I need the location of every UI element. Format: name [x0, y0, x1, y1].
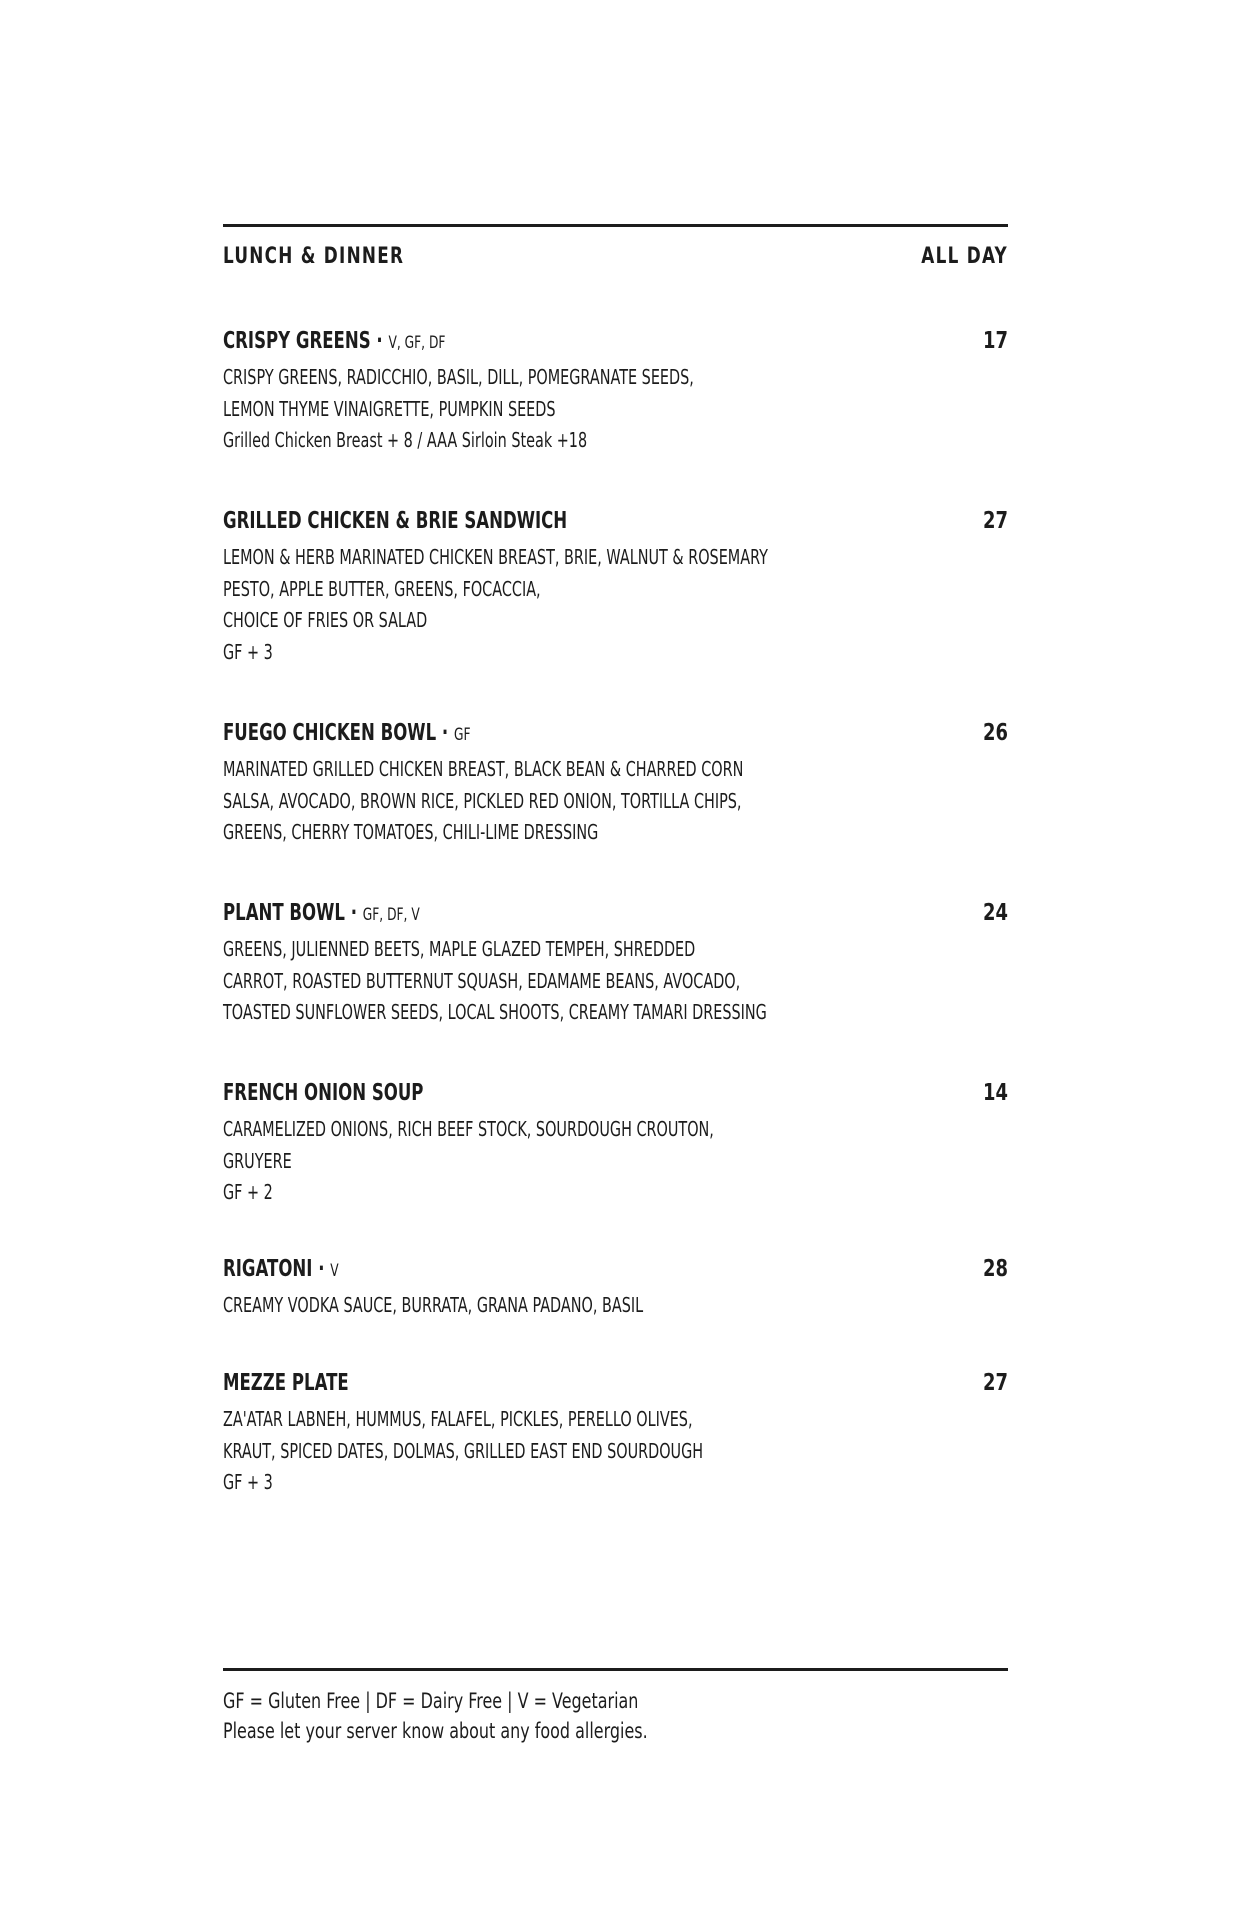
item-tags: V, GF, DF — [388, 333, 446, 353]
item-tags: V — [330, 1261, 339, 1281]
menu-item-grilled-chicken-brie-sandwich — [223, 508, 1008, 668]
item-price: 28 — [983, 1256, 1008, 1282]
item-price: 17 — [983, 328, 1008, 354]
menu-page — [223, 0, 1008, 1920]
item-price: 24 — [983, 900, 1008, 926]
item-description-line: CRISPY GREENS, RADICCHIO, BASIL, DILL, POMEGRANATE SEEDS, — [223, 365, 694, 389]
menu-header — [223, 244, 1008, 269]
item-description-line: LEMON THYME VINAIGRETTE, PUMPKIN SEEDS — [223, 396, 556, 421]
menu-item-rigatoni: RIGATONI · V 28 CREAMY VODKA SAUCE, BURRATA, GRANA PADANO, BASIL — [223, 1256, 1008, 1322]
item-description-line: CARROT, ROASTED BUTTERNUT SQUASH, EDAMAME BEANS, AVOCADO, — [223, 968, 741, 993]
allergy-note: Please let your server know about any food allergies. — [223, 1719, 648, 1743]
item-description-line: TOASTED SUNFLOWER SEEDS, LOCAL SHOOTS, CREAMY TAMARI DRESSING — [223, 1000, 767, 1024]
menu-item-french-onion-soup — [223, 1080, 1008, 1209]
item-description-line: LEMON & HERB MARINATED CHICKEN BREAST, BRIE, WALNUT & ROSEMARY — [223, 545, 768, 569]
item-name: GRILLED CHICKEN & BRIE SANDWICH — [223, 508, 568, 534]
item-description-line: GRUYERE — [223, 1148, 292, 1173]
menu-item-plant-bowl: PLANT BOWL · GF, DF, V 24 GREENS, JULIENNED BEETS, MAPLE GLAZED TEMPEH, SHREDDED CARROT, ROASTED BUTTERNUT SQUASH, EDAMAME BEANS, AVOCADO, TOASTED SUNFLOWER SEEDS, LOCAL SHOOTS, CREAMY TAMARI DRESSING — [223, 900, 1008, 1029]
item-price: 27 — [983, 508, 1008, 534]
item-name: FUEGO CHICKEN BOWL — [223, 720, 437, 746]
menu-item-mezze-plate — [223, 1370, 1008, 1499]
item-addon-line: GF + 3 — [223, 1470, 273, 1494]
menu-item-crispy-greens: CRISPY GREENS · V, GF, DF 17 CRISPY GREENS, RADICCHIO, BASIL, DILL, POMEGRANATE SEEDS, LEMON THYME VINAIGRETTE, PUMPKIN SEEDS Grilled Chicken Breast + 8 / AAA Sirloin Steak +18 — [223, 328, 1008, 457]
item-description-line: PESTO, APPLE BUTTER, GREENS, FOCACCIA, — [223, 576, 541, 601]
item-price: 14 — [983, 1080, 1008, 1106]
item-description-line: SALSA, AVOCADO, BROWN RICE, PICKLED RED ONION, TORTILLA CHIPS, — [223, 788, 742, 813]
item-addon-line: Grilled Chicken Breast + 8 / AAA Sirloin Steak +18 — [223, 428, 588, 452]
item-description-line: GREENS, CHERRY TOMATOES, CHILI-LIME DRESSING — [223, 820, 599, 844]
item-description-line: CHOICE OF FRIES OR SALAD — [223, 608, 428, 632]
item-name: FRENCH ONION SOUP — [223, 1080, 424, 1106]
item-name: PLANT BOWL — [223, 900, 345, 926]
top-divider — [223, 224, 1008, 227]
item-tags: GF, DF, V — [362, 905, 420, 925]
item-name: RIGATONI — [223, 1256, 313, 1282]
item-price: 26 — [983, 720, 1008, 746]
item-addon-line: GF + 3 — [223, 639, 273, 664]
availability-label: ALL DAY — [921, 244, 1008, 269]
item-price: 27 — [983, 1370, 1008, 1396]
item-name: MEZZE PLATE — [223, 1370, 349, 1396]
menu-item-fuego-chicken-bowl: FUEGO CHICKEN BOWL · GF 26 MARINATED GRILLED CHICKEN BREAST, BLACK BEAN & CHARRED CORN SALSA, AVOCADO, BROWN RICE, PICKLED RED ONION, TORTILLA CHIPS, GREENS, CHERRY TOMATOES, CHILI-LIME DRESSING — [223, 720, 1008, 849]
item-addon-line: GF + 2 — [223, 1180, 273, 1204]
menu-footer — [223, 1686, 1008, 1746]
item-description-line: KRAUT, SPICED DATES, DOLMAS, GRILLED EAST END SOURDOUGH — [223, 1438, 704, 1463]
section-title: LUNCH & DINNER — [223, 244, 405, 269]
item-description-line: MARINATED GRILLED CHICKEN BREAST, BLACK BEAN & CHARRED CORN — [223, 757, 744, 781]
item-name: CRISPY GREENS — [223, 328, 371, 354]
item-tags: GF — [453, 725, 471, 745]
item-description-line: ZA'ATAR LABNEH, HUMMUS, FALAFEL, PICKLES, PERELLO OLIVES, — [223, 1407, 693, 1431]
item-description-line: GREENS, JULIENNED BEETS, MAPLE GLAZED TEMPEH, SHREDDED — [223, 937, 696, 961]
bottom-divider — [223, 1668, 1008, 1671]
item-description-line: CREAMY VODKA SAUCE, BURRATA, GRANA PADANO, BASIL — [223, 1293, 644, 1317]
item-description-line: CARAMELIZED ONIONS, RICH BEEF STOCK, SOURDOUGH CROUTON, — [223, 1117, 714, 1141]
dietary-legend: GF = Gluten Free | DF = Dairy Free | V = Vegetarian — [223, 1689, 639, 1713]
